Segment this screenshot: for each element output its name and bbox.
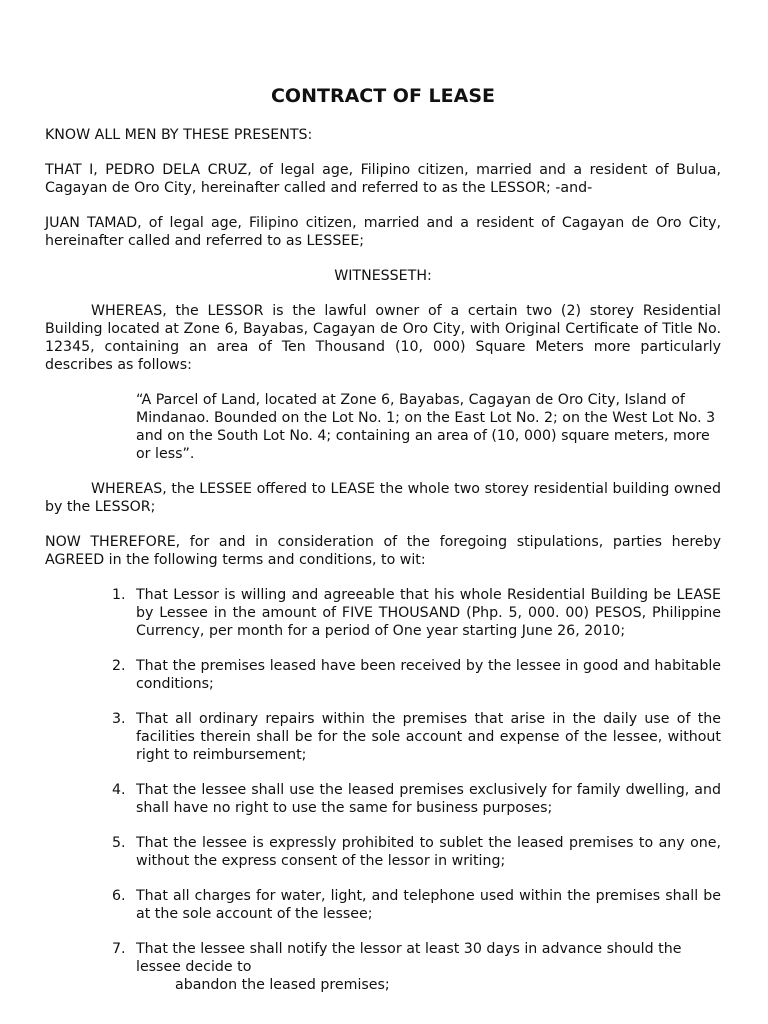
term-item (45, 781, 721, 817)
term-text: That the lessee shall use the leased premises exclusively for family dwelling, and shall have no right to use the same for business purposes; (136, 782, 721, 816)
term-item (45, 657, 721, 693)
term-text-line-3: abandon the leased premises; (175, 977, 390, 993)
term-item (45, 887, 721, 923)
lessor-clause: THAT I, PEDRO DELA CRUZ, of legal age, Filipino citizen, married and a resident of Bulua, Cagayan de Oro City, hereinafter called and referred to as the LESSOR; -and- (45, 162, 721, 196)
now-therefore-paragraph: NOW THEREFORE, for and in consideration of the foregoing stipulations, parties hereby AGREED in the following terms and conditions, to wit: (45, 534, 721, 568)
term-number: 2. (112, 658, 126, 674)
property-description-quote: “A Parcel of Land, located at Zone 6, Bayabas, Cagayan de Oro City, Island of Mindanao. Bounded on the Lot No. 1; on the East Lot No. 2; on the West Lot No. 3 and on the South Lot No. 4; containing an area of (10, 000) square meters, more or less”. (136, 392, 716, 462)
term-text-line-1: That the lessee shall notify the lessor at least 30 days in advance should the (136, 941, 682, 957)
term-item (45, 940, 721, 994)
term-number: 6. (112, 888, 126, 904)
term-text-line-2: lessee decide to (136, 959, 252, 975)
term-item (45, 586, 721, 640)
term-text: That all ordinary repairs within the premises that arise in the daily use of the facilities therein shall be for the sole account and expense of the lessee, without right to reimbursement; (136, 711, 721, 763)
whereas-lessor-paragraph: WHEREAS, the LESSOR is the lawful owner of a certain two (2) storey Residential Building located at Zone 6, Bayabas, Cagayan de Oro City, with Original Certificate of Title No. 12345, containing an area of Ten Thousand (10, 000) Square Meters more particularly describes as follows: (45, 303, 721, 373)
term-text: That Lessor is willing and agreeable that his whole Residential Building be LEASE by Lessee in the amount of FIVE THOUSAND (Php. 5, 000. 00) PESOS, Philippine Currency, per month for a period of One year starting June 26, 2010; (136, 587, 721, 639)
term-number: 5. (112, 835, 126, 851)
document-title: CONTRACT OF LEASE (270, 85, 495, 107)
term-number: 7. (112, 941, 126, 957)
lessee-clause: JUAN TAMAD, of legal age, Filipino citizen, married and a resident of Cagayan de Oro City, hereinafter called and referred to as LESSEE; (45, 215, 721, 249)
witnesseth-heading: WITNESSETH: (334, 268, 432, 284)
term-text: That the lessee is expressly prohibited to sublet the leased premises to any one, without the express consent of the lessor in writing; (136, 835, 721, 869)
term-number: 1. (112, 587, 126, 603)
terms-list (45, 586, 721, 994)
term-item (45, 710, 721, 764)
contract-page (45, 84, 721, 1011)
term-text: That all charges for water, light, and telephone used within the premises shall be at the sole account of the lessee; (136, 888, 721, 922)
term-text: That the premises leased have been received by the lessee in good and habitable conditions; (136, 658, 721, 692)
term-number: 4. (112, 782, 126, 798)
term-item (45, 834, 721, 870)
term-number: 3. (112, 711, 126, 727)
whereas-lessee-paragraph: WHEREAS, the LESSEE offered to LEASE the whole two storey residential building owned by the LESSOR; (45, 481, 721, 515)
intro-line: KNOW ALL MEN BY THESE PRESENTS: (45, 127, 313, 143)
